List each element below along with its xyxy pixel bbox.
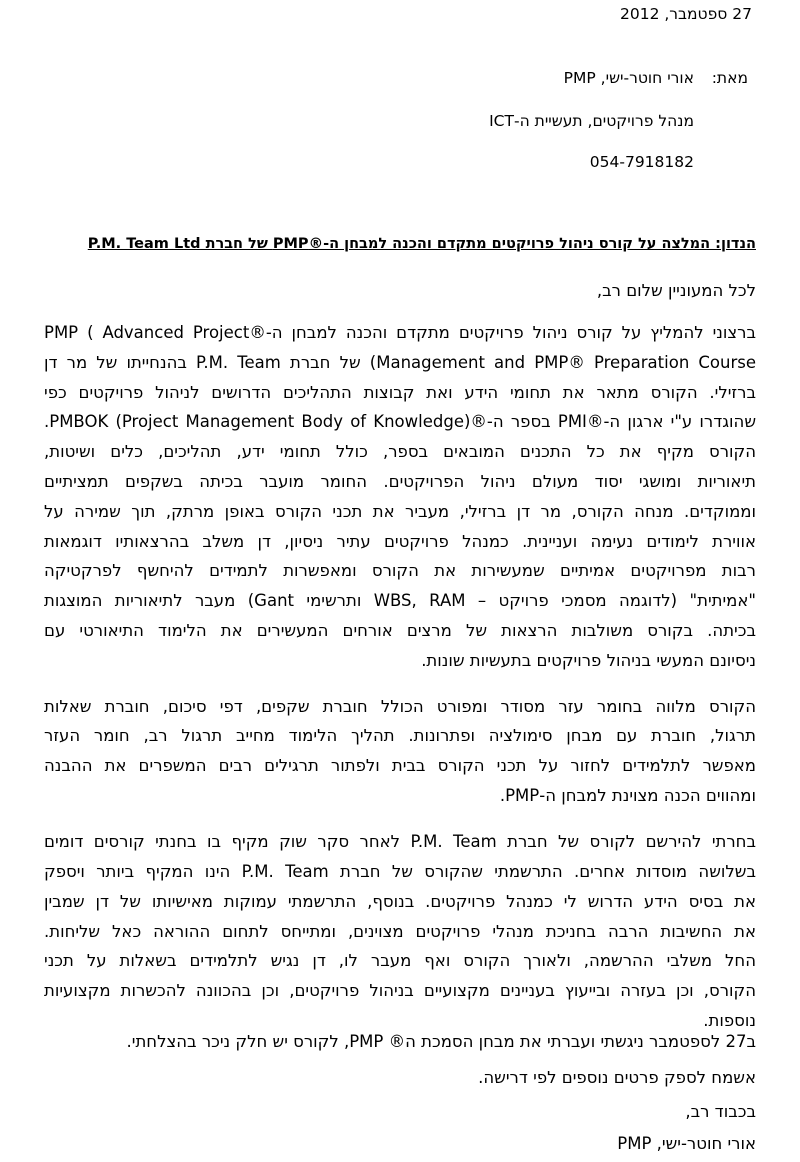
paragraph-3-line-5: החל משלבי ההרשמה, ולאורך הקורס ואף מעבר לו, דן נגיש לתלמידים בשאלות על תכני — [44, 951, 756, 970]
letter-greeting: לכל המעוניין שלום רב, — [596, 281, 756, 300]
paragraph-3-line-4: את החשיבות הרבה בחניכת מנהלי פרויקטים מצוינים, ומתייחס לתחום ההוראה כאל שליחות. — [44, 922, 756, 941]
paragraph-3-line-2: בשלושה מוסדות אחרים. התרשמתי שהקורס של חברת P.M. Team הינו המקיף ביותר ויספק — [44, 862, 756, 881]
paragraph-2-line-1: הקורס מלווה בחומר עזר מסודר ומפורט הכולל חוברת שקפים, דפי סיכום, חוברת שאלות — [44, 697, 756, 716]
paragraph-1-line-2: Management and PMP® Preparation Course) של חברת P.M. Team בהנחייתו של מר דן — [44, 353, 757, 372]
paragraph-1-line-11: בכיתה. בקורס משולבות הרצאות של מרצים אורחים המעשירים את הלימוד התיאורטי עם — [44, 621, 756, 640]
letter-closing: בכבוד רב, — [685, 1102, 756, 1121]
paragraph-1-line-3: ברזילי. הקורס מתאר את תחומי הידע ואת קבוצות התהליכים הדרושים לניהול פרויקטים כפי — [44, 383, 756, 402]
letter-subject: הנדון: המלצה על קורס ניהול פרויקטים מתקדם והכנה למבחן ה-®PMP של חברת P.M. Team Ltd — [87, 236, 756, 252]
letter-signature: אורי חוטר-ישי, PMP — [617, 1134, 756, 1153]
paragraph-2-line-2: תרגול, חוברת עם מבחן סימולציה ופתרונות. תהליך הלימוד מחייב תרגול רב, חומר העזר — [44, 726, 756, 745]
paragraph-1-line-6: תיאוריות ומושגי יסוד מעולם ניהול הפרויקטים. החומר מועבר בכיתה בשקפים תמציתיים — [44, 472, 756, 491]
paragraph-3-line-1: בחרתי להירשם לקורס של חברת P.M. Team לאחר סקר שוק מקיף בו בחנתי קורסים דומים — [44, 832, 757, 851]
paragraph-1-line-8: אווירת לימודים נעימה ועניינית. כמנהל פרויקטים עתיר ניסיון, דן משלב בהרצאותיו דוגמאות — [44, 532, 756, 551]
paragraph-1-line-4: שהוגדרו ע"י ארגון ה-®PMI בספר ה-®PMBOK (Project Management Body of Knowledge). — [44, 412, 757, 431]
letter-date: 27 ספטמבר, 2012 — [620, 5, 752, 23]
from-phone: 054-7918182 — [589, 153, 694, 171]
paragraph-5-line-1: אשמח לספק פרטים נוספים לפי דרישה. — [478, 1068, 756, 1087]
paragraph-1-line-1: ברצוני להמליץ על קורס ניהול פרויקטים מתקדם והכנה למבחן ה-®PMP ( Advanced Project — [44, 323, 756, 342]
from-name: אורי חוטר-ישי, PMP — [563, 69, 694, 87]
paragraph-1-line-12: ניסיונם המעשי בניהול פרויקטים בתעשיות שונות. — [421, 651, 756, 670]
from-label: מאת: — [711, 69, 748, 87]
paragraph-2-line-3: מאפשר לתלמידים לחזור על תכני הקורס בבית ולפתור תרגילים רבים המשפרים את ההבנה — [44, 756, 756, 775]
paragraph-3-line-3: את בסיס הידע הדרוש לי כמנהל פרויקטים. בנוסף, התרשמתי עמוקות מאישיותו של דן שמבין — [44, 892, 756, 911]
from-role: מנהל פרויקטים, תעשיית ה-ICT — [489, 112, 694, 130]
paragraph-3-line-7: נוספות. — [703, 1011, 756, 1030]
paragraph-1-line-10: "אמיתית" (לדוגמה מסמכי פרויקט – WBS, RAM ותרשימי Gant) מעבר לתיאוריות המוצגות — [44, 591, 756, 610]
paragraph-3-line-6: הקורס, וכן בעזרה ובייעוץ בעניינים מקצועיים בניהול פרויקטים, וכן בהכוונה להכשרות מקצועיות — [44, 981, 756, 1000]
paragraph-2-line-4: ומהווים הכנה מצוינת למבחן ה-PMP. — [499, 786, 756, 805]
paragraph-1-line-5: הקורס מקיף את כל התכנים המובאים בספר, כולל תחומי ידע, תהליכים, כלים ושיטות, — [44, 442, 756, 461]
paragraph-1-line-9: רבות מפרויקטים אמיתיים שמעשירות את הקורס ומאפשרות לתמידים להיחשף לפרקטיקה — [44, 561, 756, 580]
paragraph-1-line-7: וממוקדים. מנחה הקורס, מר דן ברזילי, מעביר את תכני הקורס באופן מרתק, תוך שמירה על — [44, 502, 756, 521]
paragraph-4-line-1: ב27 לספטמבר ניגשתי ועברתי את מבחן הסמכת ה® PMP, לקורס יש חלק ניכר בהצלחתי. — [126, 1032, 756, 1051]
